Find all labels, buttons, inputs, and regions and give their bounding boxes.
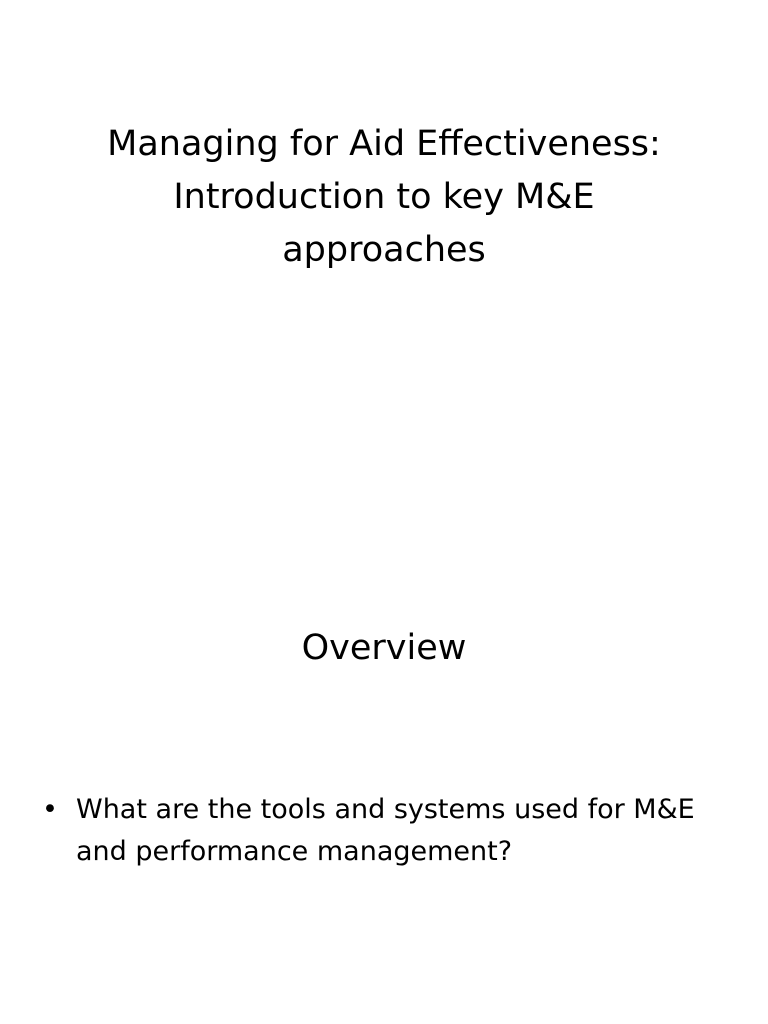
- bullet-item-1-line-2: and performance management?: [76, 836, 513, 867]
- slide-1-title: [0, 118, 768, 277]
- slide-1-title-line-1: Managing for Aid Effectiveness:: [107, 124, 661, 164]
- bullet-item-1-line-1: What are the tools and systems used for M&E: [76, 794, 695, 825]
- slide-1-title-line-2: Introduction to key M&E: [173, 177, 595, 217]
- bullet-item-1: [42, 789, 732, 873]
- slide-2-bullet-list: [42, 789, 732, 873]
- slide-1-title-line-3: approaches: [282, 230, 486, 270]
- bullet-icon: •: [42, 794, 58, 825]
- slide-2: [0, 512, 768, 1024]
- slide-2-title: Overview: [301, 628, 467, 668]
